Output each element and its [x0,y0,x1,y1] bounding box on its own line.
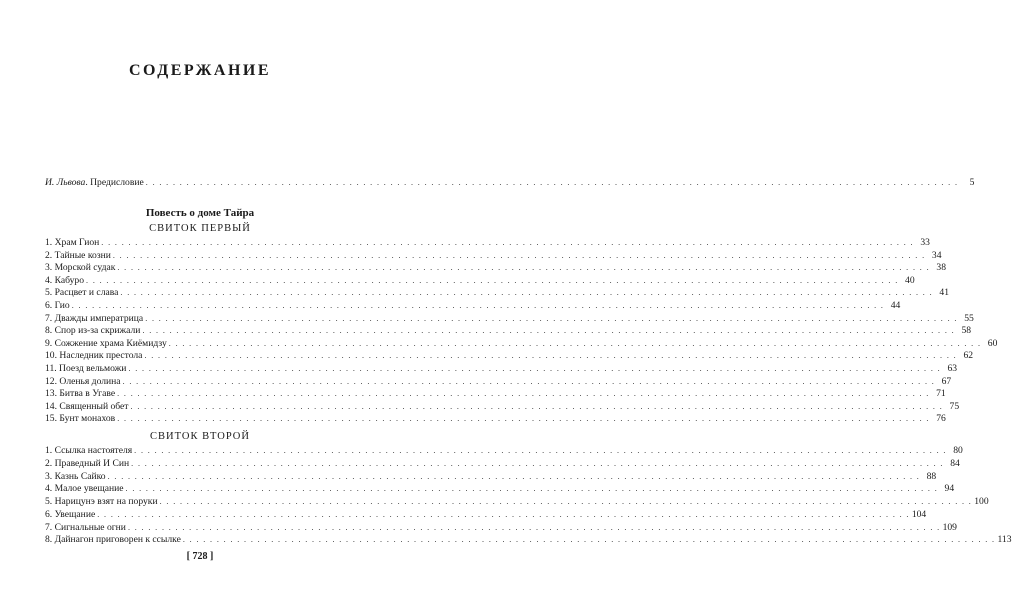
leader-dots: . . . . . . . . . . . . . . . . . . . . . . . . . . . . . . . . . . . . . . . . . . . . . . . . . . . . . . . . . . . . . . . . . . . . . . . . . . . . . . . . . . . . . . . . . . . . . . . . . . . . . . . . . . . . . . . . . . . . . . . . [120,288,934,298]
toc-entry [45,521,957,534]
toc-entry-label: 6. Гио [45,300,70,311]
leader-dots: . . . . . . . . . . . . . . . . . . . . . . . . . . . . . . . . . . . . . . . . . . . . . . . . . . . . . . . . . . . . . . . . . . . . . . . . . . . . . . . . . . . . . . . . . . . . . . . . . . . . . . . . . . . . . . . . . . . . . . . . [128,364,942,373]
preface-title: Предисловие [90,177,144,188]
toc-entry [45,362,958,375]
leader-dots: . . . . . . . . . . . . . . . . . . . . . . . . . . . . . . . . . . . . . . . . . . . . . . . . . . . . . . . . . . . . . . . . . . . . . . . . . . . . . . . . . . . . . . . . . . . . . . . . . . . . . . . . . . . . . . . . . . . . . . . . [122,376,936,386]
leader-dots: . . . . . . . . . . . . . . . . . . . . . . . . . . . . . . . . . . . . . . . . . . . . . . . . . . . . . . . . . . . . . . . . . . . . . . . . . . . . . . . . . . . . . . . . . . . . . . . . . . . . . . . . . . . . . . . . . . . . . . . . [86,275,899,285]
leader-dots: . . . . . . . . . . . . . . . . . . . . . . . . . . . . . . . . . . . . . . . . . . . . . . . . . . . . . . . . . . . . . . . . . . . . . . . . . . . . . . . . . . . . . . . . . . . . . . . . . . . . . . . . . . . . . . . . . . . . . . . . [130,401,944,411]
toc-entry-label: 9. Сожжение храма Киёмидзу [45,337,167,349]
leader-dots: . . . . . . . . . . . . . . . . . . . . . . . . . . . . . . . . . . . . . . . . . . . . . . . . . . . . . . . . . . . . . . . . . . . . . . . . . . . . . . . . . . . . . . . . . . . . . . . . . . . . . . . . . . . . . . . . . . . . . . . . [142,326,956,336]
toc-entry [45,533,1012,546]
toc-entry-page: 40 [905,274,915,286]
toc-entry-label: 1. Храм Гион [45,237,100,248]
toc-entry [45,508,927,521]
toc-entry [45,482,955,495]
toc-entry-page: 71 [936,388,946,400]
toc-entry-page: 94 [944,483,955,495]
toc-entry [45,444,963,457]
toc-entry [45,412,946,425]
toc-entry-page: 113 [997,534,1012,546]
leader-dots: . . . . . . . . . . . . . . . . . . . . . . . . . . . . . . . . . . . . . . . . . . . . . . . . . . . . . . . . . . . . . . . . . . . . . . . . . . . . . . . . . . . . . . . . . . . . . . . . . . . . . . . . . . . . . . . . . . . . . . . . [71,301,885,310]
toc-entry-page: 41 [939,287,950,299]
toc-entry-label: 4. Малое увещание [45,483,124,495]
toc-entry-label: 11. Поезд вельможи [45,363,127,374]
toc-entry-page: 88 [926,470,937,482]
leader-dots: . . . . . . . . . . . . . . . . . . . . . . . . . . . . . . . . . . . . . . . . . . . . . . . . . . . . . . . . . . . . . . . . . . . . . . . . . . . . . . . . . . . . . . . . . . . . . . . . . . . . . . . . . . . . . . . . . . . . . . . . [117,263,930,273]
preface-separator: . [85,177,91,188]
leader-dots: . . . . . . . . . . . . . . . . . . . . . . . . . . . . . . . . . . . . . . . . . . . . . . . . . . . . . . . . . . . . . . . . . . . . . . . . . . . . . . . . . . . . . . . . . . . . . . . . . . . . . . . . . . . . . . . . . . . . . . . . [112,250,926,260]
leader-dots: . . . . . . . . . . . . . . . . . . . . . . . . . . . . . . . . . . . . . . . . . . . . . . . . . . . . . . . . . . . . . . . . . . . . . . . . . . . . . . . . . . . . . . . . . . . . . . . . . . . . . . . . . . . . . . . . . . . . . . . . [168,338,982,348]
toc-entry [45,337,998,350]
toc-entry-label: 5. Нарицунэ взят на поруки [45,496,158,507]
toc-entry [45,236,930,249]
leader-dots: . . . . . . . . . . . . . . . . . . . . . . . . . . . . . . . . . . . . . . . . . . . . . . . . . . . . . . . . . . . . . . . . . . . . . . . . . . . . . . . . . . . . . . . . . . . . . . . . . . . . . . . . . . . . . . . . . . . . . . . . [145,313,958,323]
toc-entry-label: 3. Морской судак [45,262,116,274]
toc-entry [45,324,972,337]
toc-entry-label: 7. Сигнальные огни [45,521,126,533]
toc-entry-label: 7. Дважды императрица [45,312,144,324]
leader-dots: . . . . . . . . . . . . . . . . . . . . . . . . . . . . . . . . . . . . . . . . . . . . . . . . . . . . . . . . . . . . . . . . . . . . . . . . . . . . . . . . . . . . . . . . . . . . . . . . . . . . . . . . . . . . . . . . . . . . . . . . [127,522,941,532]
toc-entry [45,400,960,413]
toc-entry [45,261,946,274]
toc-entry [45,249,942,262]
preface-label [45,176,144,189]
toc-entry-page: 76 [936,413,946,425]
toc-entry [45,349,974,362]
toc-entry-page: 104 [911,508,927,520]
toc-entry-label: 8. Дайнагон приговорен к ссылке [45,534,181,546]
page-number: [ 728 ] [186,551,214,562]
toc-entry-page: 67 [941,375,952,387]
toc-entry-label: 10. Наследник престола [45,350,143,362]
leader-dots: . . . . . . . . . . . . . . . . . . . . . . . . . . . . . . . . . . . . . . . . . . . . . . . . . . . . . . . . . . . . . . . . . . . . . . . . . . . . . . . . . . . . . . . . . . . . . . . . . . . . . . . . . . . . . . . . . . . . . . . . [97,509,910,519]
toc-entry-page: 80 [953,445,963,456]
toc-entry-page: 55 [964,312,974,324]
toc-entry [45,470,937,483]
toc-entry-label: 13. Битва в Угаве [45,388,116,400]
toc-entry-page: 75 [949,400,960,412]
preface-author: И. Львова [45,177,86,188]
toc-entry-page: 33 [920,237,930,248]
toc-entry-page: 58 [961,325,972,337]
toc-entry-label: 5. Расцвет и слава [45,287,119,299]
toc-entry-page: 109 [942,521,957,533]
leader-dots: . . . . . . . . . . . . . . . . . . . . . . . . . . . . . . . . . . . . . . . . . . . . . . . . . . . . . . . . . . . . . . . . . . . . . . . . . . . . . . . . . . . . . . . . . . . . . . . . . . . . . . . . . . . . . . . . . . . . . . . . [131,458,944,468]
toc-entry-label: 15. Бунт монахов [45,413,116,425]
toc-entry-label: 3. Казнь Сайко [45,470,106,482]
toc-entry-label: 2. Тайные козни [45,249,111,261]
scroll2-heading: СВИТОК ВТОРОЙ [150,431,250,442]
toc-entry-label: 14. Священный обет [45,400,129,412]
toc-entry-page: 60 [987,337,998,349]
leader-dots: . . . . . . . . . . . . . . . . . . . . . . . . . . . . . . . . . . . . . . . . . . . . . . . . . . . . . . . . . . . . . . . . . . . . . . . . . . . . . . . . . . . . . . . . . . . . . . . . . . . . . . . . . . . . . . . . . . . . . . . . [117,389,930,399]
leader-dots: . . . . . . . . . . . . . . . . . . . . . . . . . . . . . . . . . . . . . . . . . . . . . . . . . . . . . . . . . . . . . . . . . . . . . . . . . . . . . . . . . . . . . . . . . . . . . . . . . . . . . . . . . . . . . . . . . . . . . . . . [117,414,930,424]
toc-entry-page: 63 [947,363,958,374]
toc-entry-page: 38 [936,262,946,274]
toc-entry [45,299,901,312]
toc-entry-page: 100 [974,496,989,507]
section-title: Повесть о доме Тайра [145,207,255,219]
toc-entry [45,457,960,470]
leader-dots: . . . . . . . . . . . . . . . . . . . . . . . . . . . . . . . . . . . . . . . . . . . . . . . . . . . . . . . . . . . . . . . . . . . . . . . . . . . . . . . . . . . . . . . . . . . . . . . . . . . . . . . . . . . . . . . . . . . . . . . . [101,238,914,247]
toc-entry [45,312,974,325]
toc-entry-page: 84 [950,457,960,469]
leader-dots: . . . . . . . . . . . . . . . . . . . . . . . . . . . . . . . . . . . . . . . . . . . . . . . . . . . . . . . . . . . . . . . . . . . . . . . . . . . . . . . . . . . . . . . . . . . . . . . . . . . . . . . . . . . . . . . . . . . . . . . . [125,484,939,494]
page-title: СОДЕРЖАНИЕ [128,62,272,79]
toc-entry-label: 12. Оленья долина [45,375,121,387]
leader-dots: . . . . . . . . . . . . . . . . . . . . . . . . . . . . . . . . . . . . . . . . . . . . . . . . . . . . . . . . . . . . . . . . . . . . . . . . . . . . . . . . . . . . . . . . . . . . . . . . . . . . . . . . . . . . . . . . . . . . . . . . [144,351,958,361]
toc-entry-page: 62 [963,350,974,362]
toc-entry-label: 6. Увещание [45,508,96,520]
leader-dots: . . . . . . . . . . . . . . . . . . . . . . . . . . . . . . . . . . . . . . . . . . . . . . . . . . . . . . . . . . . . . . . . . . . . . . . . . . . . . . . . . . . . . . . . . . . . . . . . . . . . . . . . . . . . . . . . . . . . . . . . [134,446,947,455]
preface-entry [45,176,975,189]
toc-entry-page: 34 [931,249,942,261]
toc-entry [45,495,989,508]
toc-entry [45,274,915,287]
toc-entry [45,387,946,400]
leader-dots: . . . . . . . . . . . . . . . . . . . . . . . . . . . . . . . . . . . . . . . . . . . . . . . . . . . . . . . . . . . . . . . . . . . . . . . . . . . . . . . . . . . . . . . . . . . . . . . . . . . . . . . . . . . . . . . . . . . . . . . . [159,497,973,506]
toc-entry-page: 44 [890,300,901,311]
toc-entry [45,286,950,299]
toc-entry-label: 1. Ссылка настоятеля [45,445,133,456]
toc-entry [45,375,952,388]
leader-dots: . . . . . . . . . . . . . . . . . . . . . . . . . . . . . . . . . . . . . . . . . . . . . . . . . . . . . . . . . . . . . . . . . . . . . . . . . . . . . . . . . . . . . . . . . . . . . . . . . . . . . . . . . . . . . . . . . . . . . . . . [107,471,921,481]
toc-entry-label: 8. Спор из-за скрижали [45,325,141,337]
leader-dots: . . . . . . . . . . . . . . . . . . . . . . . . . . . . . . . . . . . . . . . . . . . . . . . . . . . . . . . . . . . . . . . . . . . . . . . . . . . . . . . . . . . . . . . . . . . . . . . . . . . . . . . . . . . . . . . . . . . . . . . . [182,535,996,545]
scroll1-heading: СВИТОК ПЕРВЫЙ [149,223,251,234]
toc-entry-label: 4. Кабуро [45,274,85,286]
preface-page: 5 [969,177,975,188]
toc-entry-label: 2. Праведный И Син [45,457,130,469]
leader-dots: . . . . . . . . . . . . . . . . . . . . . . . . . . . . . . . . . . . . . . . . . . . . . . . . . . . . . . . . . . . . . . . . . . . . . . . . . . . . . . . . . . . . . . . . . . . . . . . . . . . . . . . . . . . . . . . . . . . . . . . . [145,178,959,187]
